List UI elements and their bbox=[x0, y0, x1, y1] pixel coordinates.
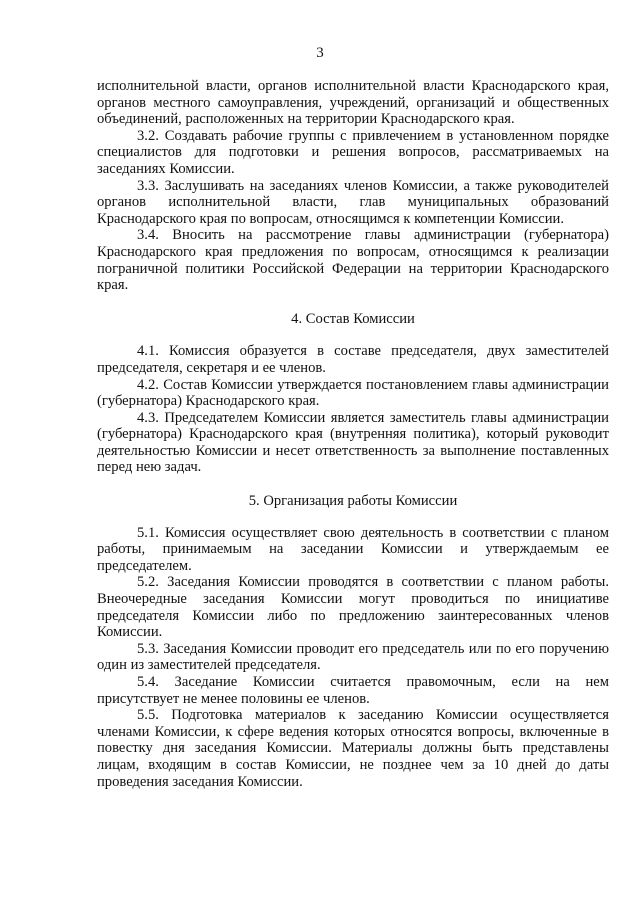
paragraph-3-3: 3.3. Заслушивать на заседаниях членов Комиссии, а также руководителей органов исполнительной власти, глав муниципальных образований Краснодарского края по вопросам, относящимся к компетенции Комиссии. bbox=[97, 177, 609, 227]
paragraph-4-3: 4.3. Председателем Комиссии является заместитель главы администрации (губернатора) Краснодарского края (внутренняя политика), который руководит деятельностью Комиссии и несет ответственность за выполнение поставленных перед нею задач. bbox=[97, 409, 609, 476]
paragraph-5-3: 5.3. Заседания Комиссии проводит его председатель или по его поручению один из заместителей председателя. bbox=[97, 640, 609, 674]
section-heading-5: 5. Организация работы Комиссии bbox=[248, 493, 458, 510]
paragraph-5-5: 5.5. Подготовка материалов к заседанию Комиссии осуществляется членами Комиссии, к сфере ведения которых относятся вопросы, включенные в повестку дня заседания Комиссии. Материалы должны быть представлены лицам, входящим в состав Комиссии, не позднее чем за 10 дней до даты проведения заседания Комиссии. bbox=[97, 707, 609, 790]
paragraph-intro-continuation: исполнительной власти, органов исполнительной власти Краснодарского края, органов местного самоуправления, учреждений, организаций и общественных объединений, расположенных на территории Краснодарского края. bbox=[97, 78, 609, 128]
paragraph-5-4: 5.4. Заседание Комиссии считается правомочным, если на нем присутствует не менее половины ее членов. bbox=[97, 674, 609, 707]
paragraph-4-1: 4.1. Комиссия образуется в составе председателя, двух заместителей председателя, секретаря и ее членов. bbox=[97, 343, 609, 376]
paragraph-3-2: 3.2. Создавать рабочие группы с привлечением в установленном порядке специалистов для подготовки и решения вопросов, рассматриваемых на заседаниях Комиссии. bbox=[97, 127, 609, 177]
document-body bbox=[97, 78, 609, 790]
page-number: 3 bbox=[316, 45, 324, 61]
paragraph-3-4: 3.4. Вносить на рассмотрение главы администрации (губернатора) Краснодарского края предложения по вопросам, относящимся к реализации пограничной политики Российской Федерации на территории Краснодарского края. bbox=[97, 227, 609, 294]
paragraph-4-2: 4.2. Состав Комиссии утверждается постановлением главы администрации (губернатора) Краснодарского края. bbox=[97, 376, 609, 410]
section-heading-4: 4. Состав Комиссии bbox=[291, 310, 415, 327]
paragraph-5-2: 5.2. Заседания Комиссии проводятся в соответствии с планом работы. Внеочередные заседания Комиссии могут проводиться по инициативе председателя Комиссии либо по предложению заинтересованных членов Комиссии. bbox=[97, 574, 609, 641]
paragraph-5-1: 5.1. Комиссия осуществляет свою деятельность в соответствии с планом работы, принимаемым на заседании Комиссии и утверждаемым ее председателем. bbox=[97, 524, 609, 574]
